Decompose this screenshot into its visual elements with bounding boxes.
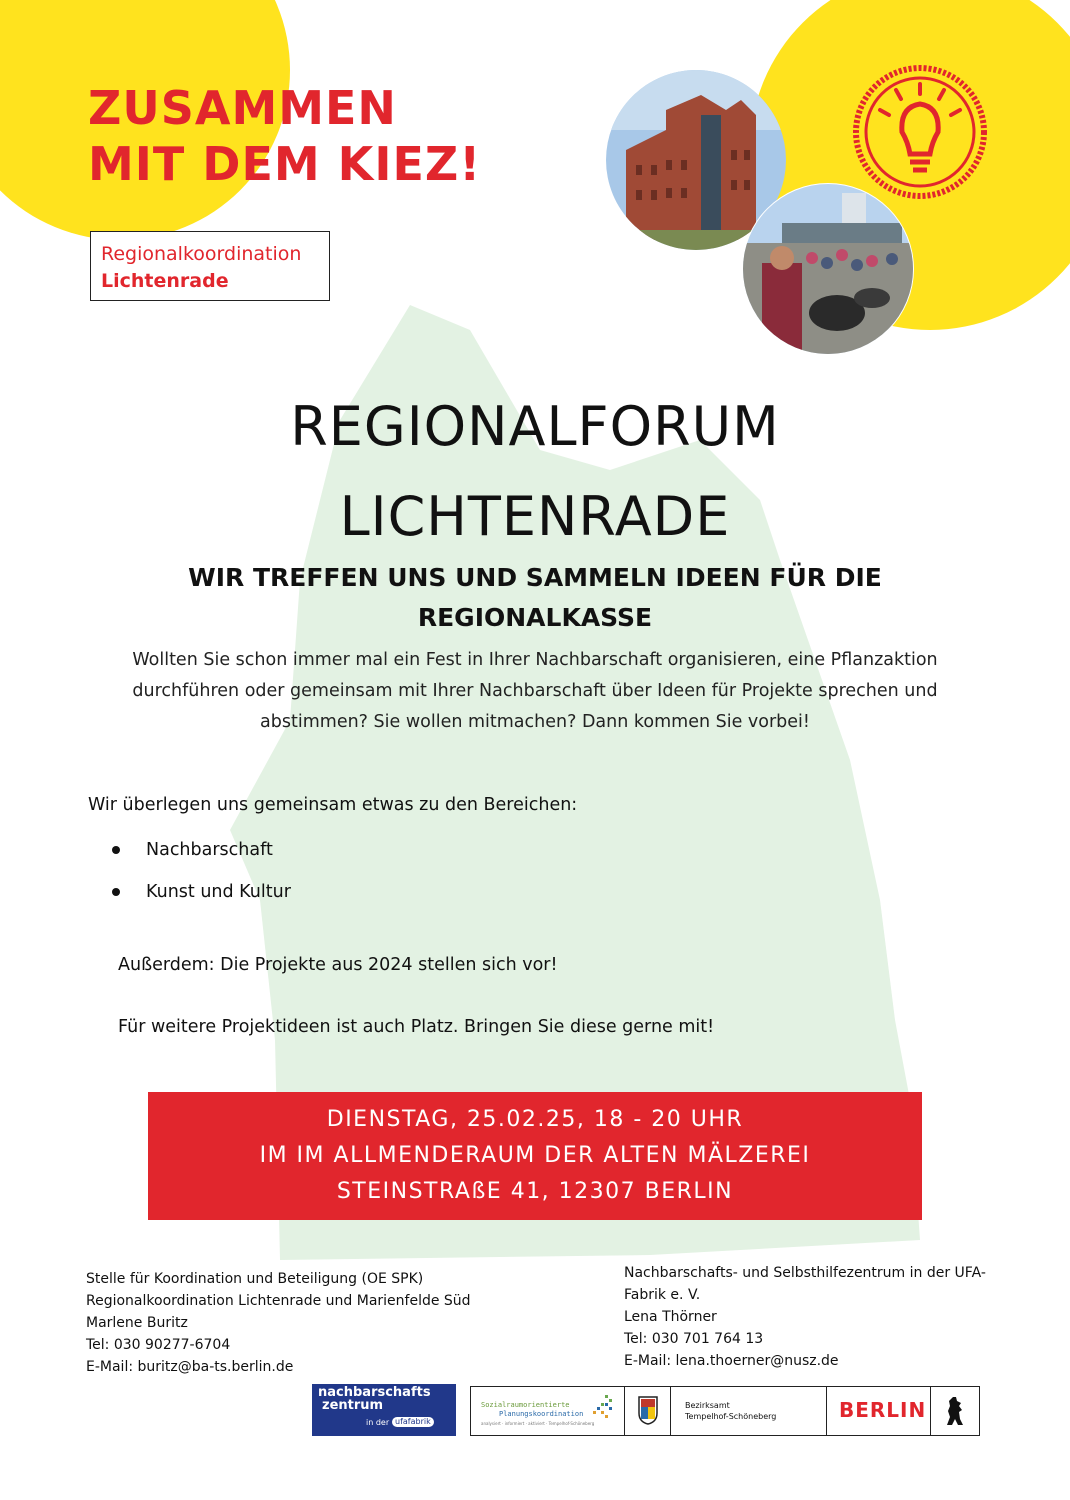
- coat-of-arms-icon: [625, 1387, 671, 1435]
- contact-right-email[interactable]: E-Mail: lena.thoerner@nusz.de: [624, 1353, 839, 1369]
- photo-drummer-crowd: [742, 183, 914, 355]
- title-line2: LICHTENRADE: [339, 485, 731, 548]
- region-box: [90, 231, 330, 301]
- bullet-icon: [112, 888, 120, 896]
- event-venue: IM IM ALLMENDERAUM DER ALTEN MÄLZEREI: [259, 1143, 811, 1168]
- title-line1: REGIONALFORUM: [290, 395, 780, 458]
- contact-left-unit: Regionalkoordination Lichtenrade und Marienfelde Süd: [86, 1293, 471, 1309]
- contact-right-org-cont: Fabrik e. V.: [624, 1287, 701, 1303]
- partner-logos: [470, 1386, 980, 1436]
- event-banner: [148, 1092, 922, 1220]
- contact-left-email[interactable]: E-Mail: buritz@ba-ts.berlin.de: [86, 1359, 294, 1375]
- more-ideas-text: Für weitere Projektideen ist auch Platz. Bringen Sie diese gerne mit!: [118, 1017, 715, 1037]
- contact-right-org: Nachbarschafts- und Selbsthilfezentrum in der UFA-: [624, 1265, 986, 1281]
- nachbarschaftszentrum-logo: nachbarschafts zentrum in der ufafabrik: [312, 1384, 456, 1436]
- headline-line2: MIT DEM KIEZ!: [88, 137, 482, 191]
- topic-list: [112, 833, 291, 917]
- subtitle-line1: WIR TREFFEN UNS UND SAMMELN IDEEN FÜR DIE: [188, 563, 882, 592]
- intro-line1: Wollten Sie schon immer mal ein Fest in Ihrer Nachbarschaft organisieren, eine Pflanzaktion: [132, 650, 938, 670]
- spk-logo: Sozialraumorientierte Planungskoordination analysiert · informiert · aktiviert · Tempelhof-Schöneberg: [471, 1387, 625, 1435]
- contact-right-phone: Tel: 030 701 764 13: [624, 1331, 764, 1347]
- region-box-line1: Regionalkoordination: [101, 243, 302, 265]
- berlin-bear-icon: [931, 1387, 979, 1435]
- lightbulb-stamp-icon: [850, 62, 990, 202]
- page-title: [0, 382, 1070, 562]
- contact-left-person: Marlene Buritz: [86, 1315, 188, 1331]
- region-box-line2: Lichtenrade: [101, 270, 229, 292]
- bezirksamt-logo: Bezirksamt Tempelhof-Schöneberg: [671, 1387, 827, 1435]
- event-date: DIENSTAG, 25.02.25, 18 - 20 UHR: [326, 1107, 744, 1132]
- bullet-icon: [112, 846, 120, 854]
- intro-text: [110, 645, 960, 738]
- headline: [88, 80, 481, 192]
- list-item: Nachbarschaft: [112, 833, 291, 875]
- intro-line3: abstimmen? Sie wollen mitmachen? Dann kommen Sie vorbei!: [260, 712, 810, 732]
- contact-right-person: Lena Thörner: [624, 1309, 717, 1325]
- topics-lead: Wir überlegen uns gemeinsam etwas zu den Bereichen:: [88, 795, 578, 815]
- contact-left: [86, 1268, 471, 1378]
- contact-left-org: Stelle für Koordination und Beteiligung (OE SPK): [86, 1271, 424, 1287]
- dots-icon: [587, 1393, 617, 1423]
- intro-line2: durchführen oder gemeinsam mit Ihrer Nachbarschaft über Ideen für Projekte sprechen und: [132, 681, 938, 701]
- headline-line1: ZUSAMMEN: [88, 81, 397, 135]
- contact-left-phone: Tel: 030 90277-6704: [86, 1337, 231, 1353]
- subtitle: [0, 558, 1070, 638]
- event-address: STEINSTRAßE 41, 12307 BERLIN: [336, 1179, 734, 1204]
- berlin-wordmark: BERLIN: [827, 1387, 931, 1435]
- subtitle-line2: REGIONALKASSE: [417, 603, 653, 632]
- list-item: Kunst und Kultur: [112, 875, 291, 917]
- projects-2024-text: Außerdem: Die Projekte aus 2024 stellen sich vor!: [118, 955, 558, 975]
- contact-right: [624, 1262, 986, 1372]
